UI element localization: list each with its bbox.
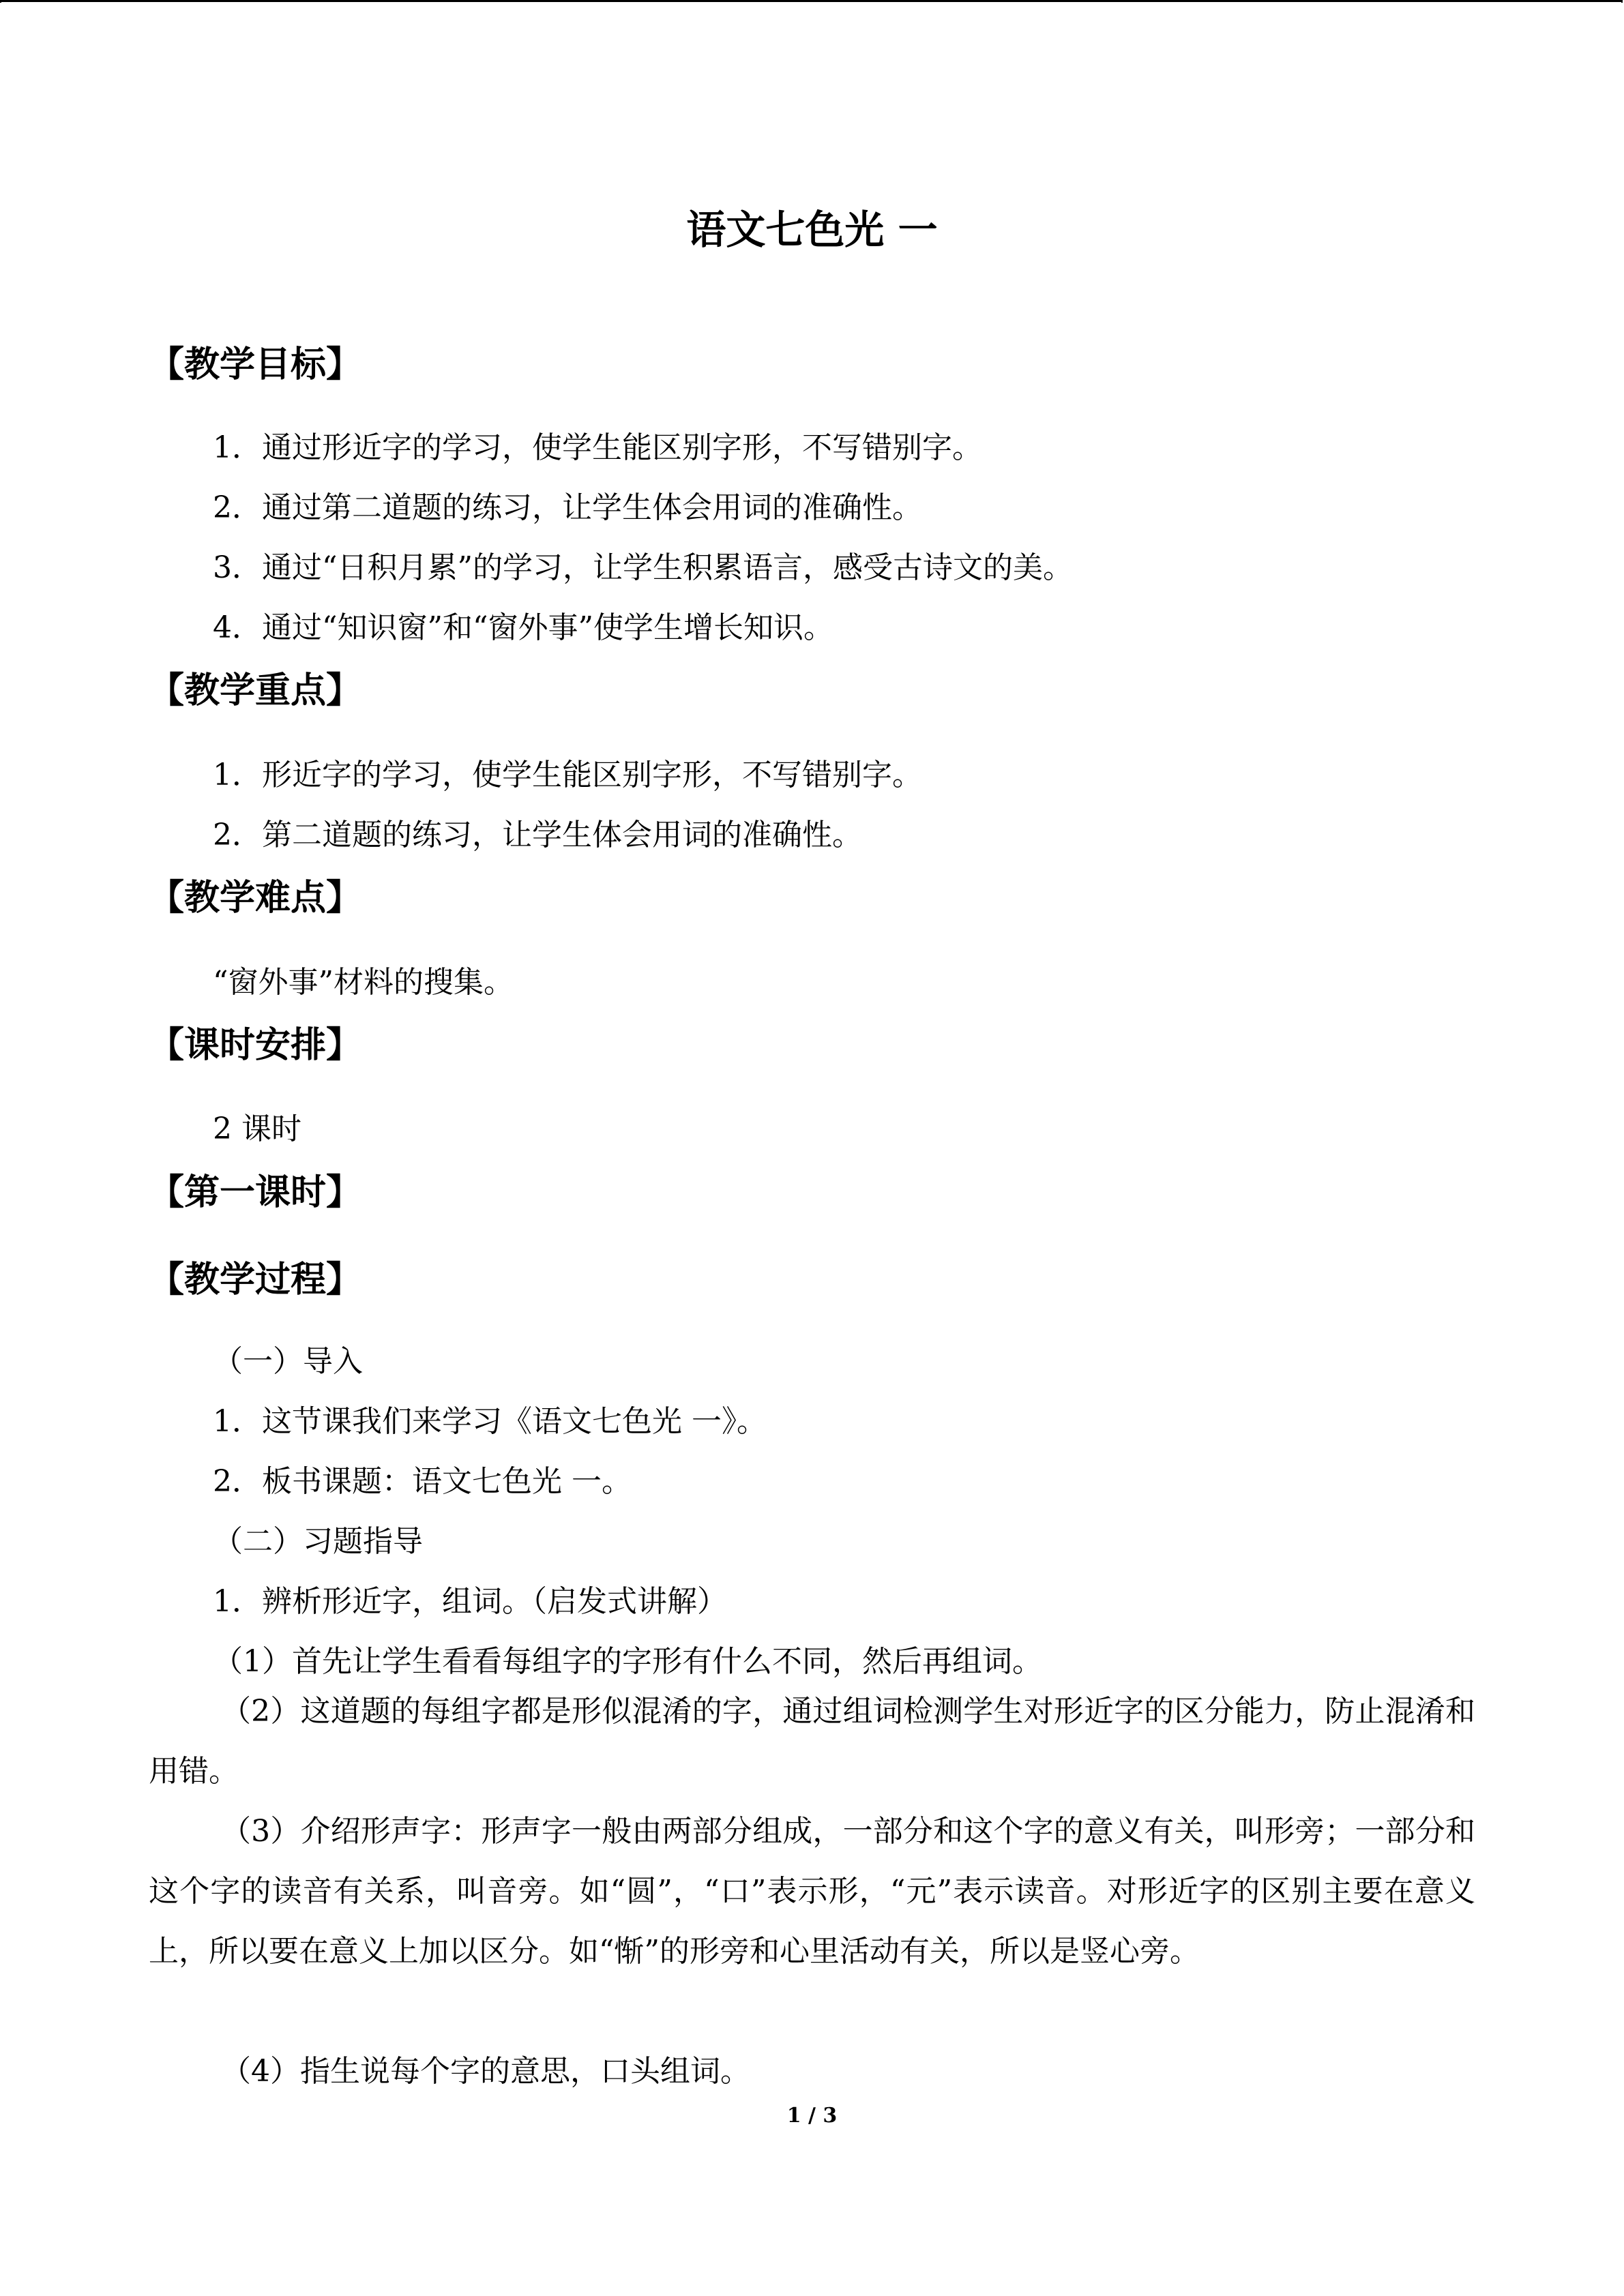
process-line: 2．板书课题：语文七色光 一。 [213,1464,632,1499]
goal-item: 4．通过“知识窗”和“窗外事”使学生增长知识。 [213,610,833,645]
key-item: 1．形近字的学习，使学生能区别字形，不写错别字。 [213,758,922,792]
heading-difficulty: 【教学难点】 [149,878,362,919]
process-line: （二）习题指导 [213,1524,423,1559]
heading-first-lesson: 【第一课时】 [149,1172,362,1213]
goal-item: 1．通过形近字的学习，使学生能区别字形，不写错别字。 [213,430,982,465]
key-item: 2．第二道题的练习，让学生体会用词的准确性。 [213,818,862,852]
paragraph-2: （2）这道题的每组字都是形似混淆的字，通过组词检测学生对形近字的区分能力，防止混淆和用错。 [149,1694,1475,1789]
heading-goals: 【教学目标】 [149,344,362,385]
difficulty-text: “窗外事”材料的搜集。 [213,965,514,1000]
page-top-border [0,0,1623,3]
schedule-text: 2 课时 [213,1112,301,1146]
process-line: 1．这节课我们来学习《语文七色光 一》。 [213,1404,767,1439]
process-line: （一）导入 [213,1344,363,1379]
process-line: 1．辨析形近字，组词。（启发式讲解） [213,1584,727,1619]
document-title: 语文七色光 一 [686,207,938,253]
heading-key-points: 【教学重点】 [149,670,362,711]
paragraph-4: （4）指生说每个字的意思，口头组词。 [221,2054,750,2089]
page-number: 1 / 3 [786,2104,838,2128]
heading-process: 【教学过程】 [149,1259,362,1300]
goal-item: 3．通过“日积月累”的学习，让学生积累语言，感受古诗文的美。 [213,550,1073,585]
process-line: （1）首先让学生看看每组字的字形有什么不同，然后再组词。 [213,1644,1042,1679]
paragraph-3: （3）介绍形声字：形声字一般由两部分组成，一部分和这个字的意义有关，叫形旁；一部分和这个字的读音有关系，叫音旁。如“圆”，“口”表示形，“元”表示读音。对形近字的区别主要在意义上，所以要在意义上加以区分。如“惭”的形旁和心里活动有关，所以是竖心旁。 [149,1814,1475,1969]
goal-item: 2．通过第二道题的练习，让学生体会用词的准确性。 [213,490,922,525]
heading-schedule: 【课时安排】 [149,1025,362,1066]
